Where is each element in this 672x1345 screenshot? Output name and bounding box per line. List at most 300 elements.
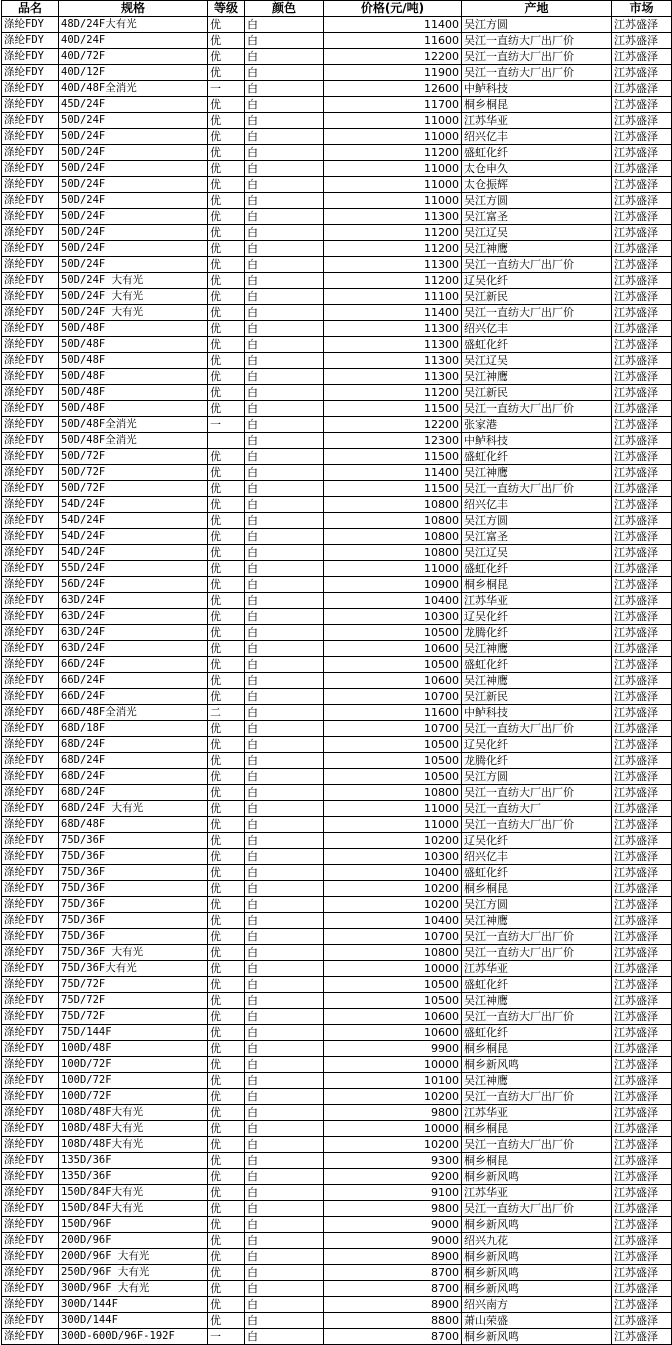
- cell-product: 涤纶FDY: [2, 673, 59, 689]
- cell-spec: 54D/24F: [59, 545, 208, 561]
- cell-origin: 桐乡桐昆: [462, 1121, 612, 1137]
- cell-market: 江苏盛泽: [612, 1169, 672, 1185]
- cell-grade: 优: [208, 497, 245, 513]
- cell-market: 江苏盛泽: [612, 977, 672, 993]
- cell-spec: 68D/24F 大有光: [59, 801, 208, 817]
- cell-market: 江苏盛泽: [612, 689, 672, 705]
- cell-market: 江苏盛泽: [612, 641, 672, 657]
- cell-market: 江苏盛泽: [612, 321, 672, 337]
- table-row: [2, 177, 672, 193]
- cell-grade: 优: [208, 865, 245, 881]
- cell-origin: 吴江一直纺大厂出厂价: [462, 929, 612, 945]
- cell-product: 涤纶FDY: [2, 481, 59, 497]
- cell-market: 江苏盛泽: [612, 33, 672, 49]
- cell-product: 涤纶FDY: [2, 225, 59, 241]
- cell-grade: 优: [208, 897, 245, 913]
- cell-origin: 盛虹化纤: [462, 657, 612, 673]
- cell-grade: 优: [208, 737, 245, 753]
- table-row: [2, 417, 672, 433]
- cell-market: 江苏盛泽: [612, 657, 672, 673]
- cell-product: 涤纶FDY: [2, 1009, 59, 1025]
- cell-grade: 优: [208, 817, 245, 833]
- cell-grade: 优: [208, 625, 245, 641]
- header-product: 品名: [2, 1, 59, 17]
- cell-spec: 50D/24F: [59, 241, 208, 257]
- table-row: [2, 1041, 672, 1057]
- header-market: 市场: [612, 1, 672, 17]
- table-row: [2, 913, 672, 929]
- cell-origin: 盛虹化纤: [462, 865, 612, 881]
- table-row: [2, 1233, 672, 1249]
- cell-color: 白: [245, 609, 324, 625]
- cell-origin: 吴江辽吴: [462, 545, 612, 561]
- cell-origin: 盛虹化纤: [462, 337, 612, 353]
- cell-price: 9300: [324, 1153, 462, 1169]
- cell-product: 涤纶FDY: [2, 993, 59, 1009]
- cell-origin: 盛虹化纤: [462, 145, 612, 161]
- cell-spec: 75D/36F: [59, 929, 208, 945]
- cell-color: 白: [245, 497, 324, 513]
- cell-grade: 优: [208, 401, 245, 417]
- table-row: [2, 961, 672, 977]
- cell-origin: 吴江神鹰: [462, 641, 612, 657]
- cell-color: 白: [245, 657, 324, 673]
- cell-product: 涤纶FDY: [2, 17, 59, 33]
- cell-price: 11000: [324, 193, 462, 209]
- table-row: [2, 337, 672, 353]
- cell-spec: 54D/24F: [59, 497, 208, 513]
- cell-market: 江苏盛泽: [612, 625, 672, 641]
- cell-price: 11400: [324, 17, 462, 33]
- table-row: [2, 49, 672, 65]
- cell-price: 10500: [324, 657, 462, 673]
- cell-spec: 50D/48F: [59, 385, 208, 401]
- cell-color: 白: [245, 545, 324, 561]
- cell-spec: 50D/48F: [59, 337, 208, 353]
- table-row: [2, 817, 672, 833]
- cell-spec: 75D/72F: [59, 1009, 208, 1025]
- cell-product: 涤纶FDY: [2, 81, 59, 97]
- cell-grade: 优: [208, 801, 245, 817]
- cell-price: 10200: [324, 833, 462, 849]
- table-row: [2, 1169, 672, 1185]
- cell-color: 白: [245, 321, 324, 337]
- table-row: [2, 593, 672, 609]
- cell-product: 涤纶FDY: [2, 529, 59, 545]
- table-row: [2, 273, 672, 289]
- cell-origin: 桐乡新风鸣: [462, 1057, 612, 1073]
- cell-spec: 100D/48F: [59, 1041, 208, 1057]
- cell-market: 江苏盛泽: [612, 177, 672, 193]
- cell-spec: 50D/72F: [59, 481, 208, 497]
- table-row: [2, 433, 672, 449]
- cell-market: 江苏盛泽: [612, 465, 672, 481]
- table-row: [2, 1137, 672, 1153]
- cell-product: 涤纶FDY: [2, 433, 59, 449]
- cell-price: 8700: [324, 1329, 462, 1345]
- cell-spec: 75D/36F: [59, 913, 208, 929]
- cell-grade: 优: [208, 1121, 245, 1137]
- cell-price: 12200: [324, 49, 462, 65]
- table-row: [2, 673, 672, 689]
- cell-color: 白: [245, 817, 324, 833]
- cell-spec: 50D/24F 大有光: [59, 289, 208, 305]
- cell-origin: 吴江神鹰: [462, 1073, 612, 1089]
- cell-product: 涤纶FDY: [2, 241, 59, 257]
- table-row: [2, 449, 672, 465]
- cell-product: 涤纶FDY: [2, 449, 59, 465]
- cell-spec: 50D/24F 大有光: [59, 273, 208, 289]
- table-row: [2, 1057, 672, 1073]
- cell-price: 11900: [324, 65, 462, 81]
- table-row: [2, 705, 672, 721]
- cell-spec: 54D/24F: [59, 513, 208, 529]
- cell-spec: 75D/72F: [59, 993, 208, 1009]
- cell-price: 10600: [324, 641, 462, 657]
- table-row: [2, 529, 672, 545]
- cell-price: 10200: [324, 897, 462, 913]
- cell-market: 江苏盛泽: [612, 97, 672, 113]
- cell-market: 江苏盛泽: [612, 81, 672, 97]
- cell-grade: 优: [208, 673, 245, 689]
- cell-price: 12200: [324, 417, 462, 433]
- cell-product: 涤纶FDY: [2, 1057, 59, 1073]
- cell-grade: 优: [208, 385, 245, 401]
- cell-market: 江苏盛泽: [612, 737, 672, 753]
- cell-product: 涤纶FDY: [2, 337, 59, 353]
- cell-color: 白: [245, 401, 324, 417]
- cell-product: 涤纶FDY: [2, 1329, 59, 1345]
- cell-origin: 桐乡新风鸣: [462, 1217, 612, 1233]
- cell-spec: 48D/24F大有光: [59, 17, 208, 33]
- cell-grade: 优: [208, 113, 245, 129]
- cell-grade: 优: [208, 1009, 245, 1025]
- cell-market: 江苏盛泽: [612, 897, 672, 913]
- cell-color: 白: [245, 737, 324, 753]
- cell-market: 江苏盛泽: [612, 1233, 672, 1249]
- table-row: [2, 241, 672, 257]
- cell-spec: 56D/24F: [59, 577, 208, 593]
- cell-market: 江苏盛泽: [612, 609, 672, 625]
- cell-grade: 优: [208, 1153, 245, 1169]
- cell-color: 白: [245, 225, 324, 241]
- table-row: [2, 865, 672, 881]
- cell-product: 涤纶FDY: [2, 1313, 59, 1329]
- cell-price: 11100: [324, 289, 462, 305]
- cell-market: 江苏盛泽: [612, 449, 672, 465]
- cell-product: 涤纶FDY: [2, 881, 59, 897]
- cell-spec: 108D/48F大有光: [59, 1137, 208, 1153]
- cell-grade: 优: [208, 1281, 245, 1297]
- cell-color: 白: [245, 1025, 324, 1041]
- cell-spec: 100D/72F: [59, 1057, 208, 1073]
- cell-grade: 优: [208, 577, 245, 593]
- cell-product: 涤纶FDY: [2, 785, 59, 801]
- cell-product: 涤纶FDY: [2, 1265, 59, 1281]
- table-row: [2, 465, 672, 481]
- cell-origin: 吴江一直纺大厂出厂价: [462, 401, 612, 417]
- table-row: [2, 785, 672, 801]
- table-row: [2, 897, 672, 913]
- cell-spec: 63D/24F: [59, 625, 208, 641]
- cell-spec: 68D/18F: [59, 721, 208, 737]
- cell-market: 江苏盛泽: [612, 433, 672, 449]
- cell-grade: 优: [208, 1265, 245, 1281]
- cell-color: 白: [245, 289, 324, 305]
- table-row: [2, 737, 672, 753]
- cell-color: 白: [245, 561, 324, 577]
- cell-origin: 盛虹化纤: [462, 1025, 612, 1041]
- table-row: [2, 1105, 672, 1121]
- cell-price: 11400: [324, 305, 462, 321]
- cell-price: 10500: [324, 993, 462, 1009]
- cell-market: 江苏盛泽: [612, 1297, 672, 1313]
- cell-origin: 桐乡桐昆: [462, 1041, 612, 1057]
- cell-product: 涤纶FDY: [2, 897, 59, 913]
- table-row: [2, 1281, 672, 1297]
- cell-product: 涤纶FDY: [2, 1201, 59, 1217]
- table-row: [2, 401, 672, 417]
- price-table: [1, 0, 672, 1345]
- cell-spec: 300D/96F 大有光: [59, 1281, 208, 1297]
- table-row: [2, 609, 672, 625]
- cell-grade: 优: [208, 593, 245, 609]
- cell-market: 江苏盛泽: [612, 289, 672, 305]
- cell-product: 涤纶FDY: [2, 1121, 59, 1137]
- cell-product: 涤纶FDY: [2, 753, 59, 769]
- cell-market: 江苏盛泽: [612, 1185, 672, 1201]
- cell-grade: 优: [208, 561, 245, 577]
- cell-color: 白: [245, 161, 324, 177]
- cell-price: 10100: [324, 1073, 462, 1089]
- cell-grade: 优: [208, 609, 245, 625]
- cell-color: 白: [245, 257, 324, 273]
- cell-market: 江苏盛泽: [612, 337, 672, 353]
- table-row: [2, 881, 672, 897]
- cell-origin: 辽吴化纤: [462, 833, 612, 849]
- cell-grade: 优: [208, 193, 245, 209]
- cell-market: 江苏盛泽: [612, 1313, 672, 1329]
- table-row: [2, 1265, 672, 1281]
- cell-spec: 50D/72F: [59, 449, 208, 465]
- cell-origin: 吴江新民: [462, 385, 612, 401]
- cell-price: 9000: [324, 1217, 462, 1233]
- cell-spec: 50D/24F: [59, 193, 208, 209]
- cell-grade: 优: [208, 929, 245, 945]
- cell-origin: 吴江辽吴: [462, 353, 612, 369]
- cell-color: 白: [245, 849, 324, 865]
- cell-price: 10700: [324, 689, 462, 705]
- cell-grade: 优: [208, 913, 245, 929]
- cell-origin: 辽吴化纤: [462, 737, 612, 753]
- table-row: [2, 1329, 672, 1345]
- cell-market: 江苏盛泽: [612, 49, 672, 65]
- table-body: [2, 17, 672, 1345]
- cell-price: 10200: [324, 881, 462, 897]
- cell-price: 10300: [324, 849, 462, 865]
- cell-product: 涤纶FDY: [2, 321, 59, 337]
- cell-product: 涤纶FDY: [2, 1281, 59, 1297]
- cell-product: 涤纶FDY: [2, 497, 59, 513]
- cell-price: 10700: [324, 929, 462, 945]
- cell-price: 11200: [324, 225, 462, 241]
- cell-price: 10500: [324, 625, 462, 641]
- cell-spec: 75D/72F: [59, 977, 208, 993]
- table-row: [2, 113, 672, 129]
- cell-grade: 优: [208, 1041, 245, 1057]
- cell-color: 白: [245, 305, 324, 321]
- cell-origin: 吴江一直纺大厂出厂价: [462, 721, 612, 737]
- table-row: [2, 993, 672, 1009]
- cell-price: 10000: [324, 1121, 462, 1137]
- table-row: [2, 129, 672, 145]
- table-row: [2, 545, 672, 561]
- cell-color: 白: [245, 465, 324, 481]
- cell-market: 江苏盛泽: [612, 1057, 672, 1073]
- cell-product: 涤纶FDY: [2, 273, 59, 289]
- cell-market: 江苏盛泽: [612, 1121, 672, 1137]
- cell-spec: 50D/24F: [59, 113, 208, 129]
- cell-grade: 优: [208, 1169, 245, 1185]
- cell-market: 江苏盛泽: [612, 529, 672, 545]
- cell-color: 白: [245, 1329, 324, 1345]
- cell-market: 江苏盛泽: [612, 273, 672, 289]
- cell-spec: 135D/36F: [59, 1169, 208, 1185]
- cell-origin: 吴江神鹰: [462, 993, 612, 1009]
- cell-spec: 75D/144F: [59, 1025, 208, 1041]
- cell-market: 江苏盛泽: [612, 353, 672, 369]
- cell-product: 涤纶FDY: [2, 833, 59, 849]
- cell-price: 10300: [324, 609, 462, 625]
- cell-spec: 135D/36F: [59, 1153, 208, 1169]
- cell-grade: 优: [208, 17, 245, 33]
- cell-grade: 优: [208, 337, 245, 353]
- cell-price: 10400: [324, 913, 462, 929]
- cell-origin: 桐乡新风鸣: [462, 1249, 612, 1265]
- cell-color: 白: [245, 1201, 324, 1217]
- cell-grade: 优: [208, 641, 245, 657]
- cell-market: 江苏盛泽: [612, 577, 672, 593]
- cell-product: 涤纶FDY: [2, 385, 59, 401]
- cell-color: 白: [245, 913, 324, 929]
- cell-spec: 150D/84F大有光: [59, 1201, 208, 1217]
- cell-color: 白: [245, 1249, 324, 1265]
- cell-product: 涤纶FDY: [2, 465, 59, 481]
- table-row: [2, 561, 672, 577]
- cell-grade: 优: [208, 273, 245, 289]
- cell-market: 江苏盛泽: [612, 209, 672, 225]
- cell-market: 江苏盛泽: [612, 241, 672, 257]
- cell-origin: 桐乡新风鸣: [462, 1265, 612, 1281]
- table-row: [2, 481, 672, 497]
- cell-origin: 中鲈科技: [462, 705, 612, 721]
- cell-market: 江苏盛泽: [612, 561, 672, 577]
- cell-market: 江苏盛泽: [612, 785, 672, 801]
- cell-spec: 50D/24F: [59, 225, 208, 241]
- cell-price: 11000: [324, 129, 462, 145]
- cell-grade: 优: [208, 977, 245, 993]
- cell-grade: 优: [208, 33, 245, 49]
- cell-product: 涤纶FDY: [2, 113, 59, 129]
- cell-color: 白: [245, 865, 324, 881]
- cell-market: 江苏盛泽: [612, 833, 672, 849]
- cell-grade: 优: [208, 65, 245, 81]
- cell-color: 白: [245, 193, 324, 209]
- cell-spec: 68D/48F: [59, 817, 208, 833]
- cell-market: 江苏盛泽: [612, 1249, 672, 1265]
- cell-product: 涤纶FDY: [2, 705, 59, 721]
- cell-market: 江苏盛泽: [612, 769, 672, 785]
- cell-product: 涤纶FDY: [2, 929, 59, 945]
- cell-origin: 江苏华亚: [462, 593, 612, 609]
- cell-color: 白: [245, 705, 324, 721]
- cell-grade: 优: [208, 209, 245, 225]
- cell-market: 江苏盛泽: [612, 673, 672, 689]
- cell-spec: 75D/36F 大有光: [59, 945, 208, 961]
- cell-origin: 龙腾化纤: [462, 753, 612, 769]
- cell-color: 白: [245, 481, 324, 497]
- cell-color: 白: [245, 65, 324, 81]
- cell-grade: 优: [208, 1297, 245, 1313]
- cell-color: 白: [245, 625, 324, 641]
- table-row: [2, 289, 672, 305]
- cell-product: 涤纶FDY: [2, 977, 59, 993]
- cell-market: 江苏盛泽: [612, 401, 672, 417]
- header-grade: 等级: [208, 1, 245, 17]
- cell-price: 10800: [324, 945, 462, 961]
- cell-price: 10000: [324, 961, 462, 977]
- cell-price: 10000: [324, 1057, 462, 1073]
- cell-origin: 吴江方圆: [462, 513, 612, 529]
- cell-grade: 一: [208, 417, 245, 433]
- cell-origin: 辽吴化纤: [462, 609, 612, 625]
- cell-market: 江苏盛泽: [612, 369, 672, 385]
- cell-spec: 50D/24F: [59, 209, 208, 225]
- cell-product: 涤纶FDY: [2, 49, 59, 65]
- cell-market: 江苏盛泽: [612, 65, 672, 81]
- cell-origin: 绍兴九花: [462, 1233, 612, 1249]
- cell-market: 江苏盛泽: [612, 881, 672, 897]
- cell-color: 白: [245, 17, 324, 33]
- table-row: [2, 369, 672, 385]
- cell-spec: 68D/24F: [59, 785, 208, 801]
- cell-price: 9900: [324, 1041, 462, 1057]
- cell-product: 涤纶FDY: [2, 689, 59, 705]
- cell-price: 10400: [324, 593, 462, 609]
- cell-product: 涤纶FDY: [2, 657, 59, 673]
- cell-price: 10600: [324, 673, 462, 689]
- cell-product: 涤纶FDY: [2, 593, 59, 609]
- cell-spec: 45D/24F: [59, 97, 208, 113]
- cell-spec: 75D/36F大有光: [59, 961, 208, 977]
- cell-origin: 吴江方圆: [462, 769, 612, 785]
- table-row: [2, 1089, 672, 1105]
- cell-color: 白: [245, 977, 324, 993]
- cell-color: 白: [245, 577, 324, 593]
- cell-color: 白: [245, 1297, 324, 1313]
- cell-origin: 太仓振辉: [462, 177, 612, 193]
- cell-product: 涤纶FDY: [2, 97, 59, 113]
- cell-color: 白: [245, 721, 324, 737]
- cell-market: 江苏盛泽: [612, 1105, 672, 1121]
- cell-color: 白: [245, 769, 324, 785]
- cell-price: 10600: [324, 1025, 462, 1041]
- table-row: [2, 193, 672, 209]
- cell-product: 涤纶FDY: [2, 625, 59, 641]
- cell-price: 10800: [324, 545, 462, 561]
- table-row: [2, 513, 672, 529]
- table-row: [2, 385, 672, 401]
